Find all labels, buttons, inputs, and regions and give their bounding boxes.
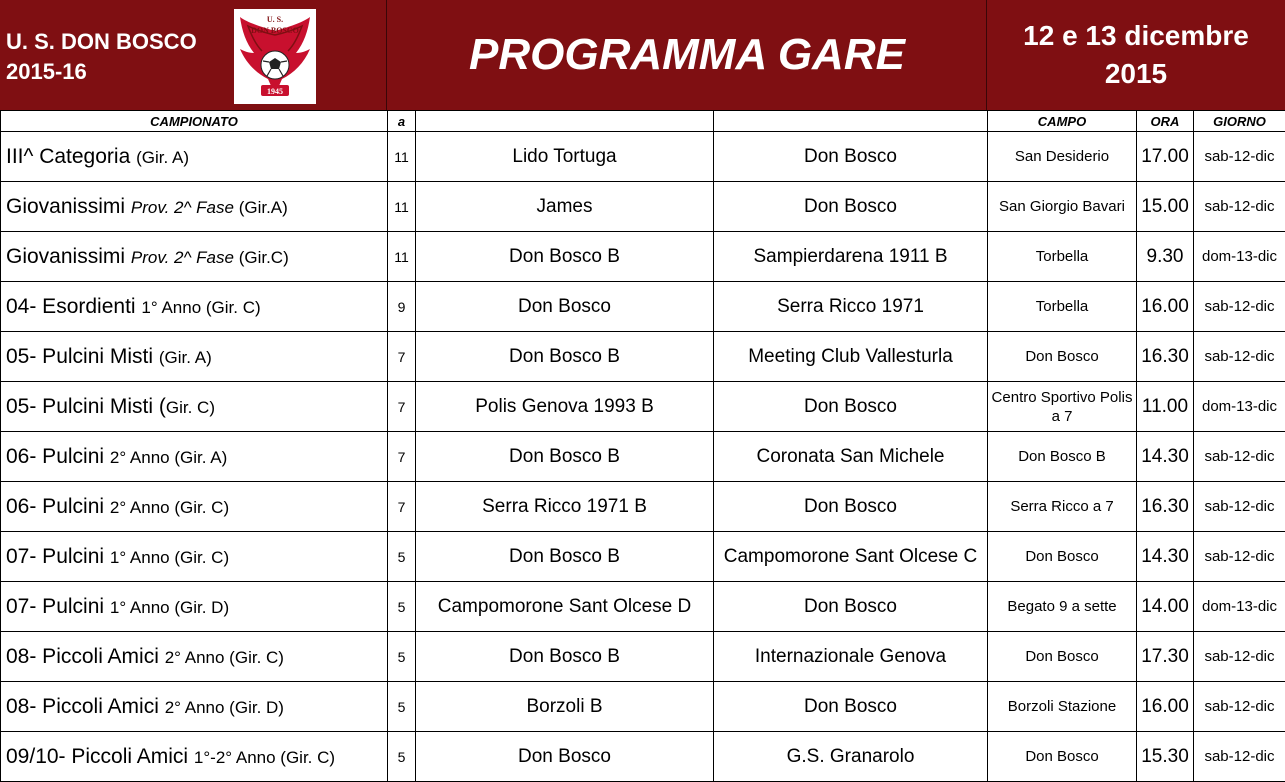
cell-campo: Torbella — [988, 282, 1137, 332]
cell-giorno: sab-12-dic — [1194, 282, 1285, 332]
campionato-main: 06- Pulcini — [6, 495, 110, 518]
cell-ora: 14.00 — [1137, 582, 1194, 632]
col-giorno: GIORNO — [1194, 111, 1285, 132]
logo-text-year: 1945 — [267, 87, 283, 96]
cell-campionato — [1, 482, 388, 532]
campionato-main: 06- Pulcini — [6, 445, 110, 468]
campionato-group: 2° Anno (Gir. C) — [165, 648, 284, 667]
header-band — [0, 0, 1285, 110]
cell-giorno: dom-13-dic — [1194, 232, 1285, 282]
cell-campo: San Desiderio — [988, 132, 1137, 182]
cell-away-team: Serra Ricco 1971 — [714, 282, 988, 332]
cell-ora: 17.30 — [1137, 632, 1194, 682]
table-row — [1, 382, 1285, 432]
table-row — [1, 682, 1285, 732]
cell-a: 7 — [388, 482, 416, 532]
cell-campionato — [1, 632, 388, 682]
date-line2: 2015 — [987, 55, 1285, 93]
date-line1: 12 e 13 dicembre — [987, 17, 1285, 55]
cell-ora: 14.30 — [1137, 532, 1194, 582]
logo-text-us: U. S. — [267, 15, 283, 24]
club-name-line1: U. S. DON BOSCO — [6, 27, 197, 57]
campionato-group: 1° Anno (Gir. C) — [141, 298, 260, 317]
col-away — [714, 111, 988, 132]
cell-away-team: Don Bosco — [714, 582, 988, 632]
cell-ora: 16.30 — [1137, 482, 1194, 532]
campionato-main: 05- Pulcini Misti — [6, 345, 159, 368]
cell-a: 5 — [388, 682, 416, 732]
campionato-group: (Gir.C) — [239, 248, 289, 267]
cell-a: 7 — [388, 432, 416, 482]
cell-away-team: Meeting Club Vallesturla — [714, 332, 988, 382]
table-row — [1, 282, 1285, 332]
cell-a: 7 — [388, 382, 416, 432]
cell-home-team: James — [416, 182, 714, 232]
cell-ora: 15.00 — [1137, 182, 1194, 232]
campionato-group: (Gir. A) — [136, 148, 189, 167]
campionato-main: Giovanissimi — [6, 195, 131, 218]
campionato-group: 2° Anno (Gir. C) — [110, 498, 229, 517]
cell-campo: Don Bosco — [988, 332, 1137, 382]
campionato-group: (Gir.A) — [239, 198, 288, 217]
campionato-main: 07- Pulcini — [6, 595, 110, 618]
cell-home-team: Don Bosco — [416, 282, 714, 332]
col-a: a — [388, 111, 416, 132]
cell-away-team: Internazionale Genova — [714, 632, 988, 682]
table-row — [1, 732, 1285, 782]
cell-campionato — [1, 332, 388, 382]
club-name — [6, 27, 197, 87]
cell-campo: Don Bosco B — [988, 432, 1137, 482]
cell-campo: Don Bosco — [988, 532, 1137, 582]
table-row — [1, 182, 1285, 232]
cell-a: 11 — [388, 232, 416, 282]
cell-home-team: Serra Ricco 1971 B — [416, 482, 714, 532]
campionato-group: 1° Anno (Gir. D) — [110, 598, 229, 617]
cell-home-team: Don Bosco B — [416, 432, 714, 482]
campionato-group: Gir. C) — [166, 398, 215, 417]
cell-a: 11 — [388, 182, 416, 232]
cell-giorno: sab-12-dic — [1194, 682, 1285, 732]
table-row — [1, 132, 1285, 182]
table-row — [1, 232, 1285, 282]
club-cell — [0, 0, 387, 110]
cell-giorno: sab-12-dic — [1194, 432, 1285, 482]
campionato-main: 07- Pulcini — [6, 545, 110, 568]
cell-away-team: Don Bosco — [714, 682, 988, 732]
cell-away-team: G.S. Granarolo — [714, 732, 988, 782]
logo-text-club: DON BOSCO — [251, 26, 299, 35]
cell-campo: Borzoli Stazione — [988, 682, 1137, 732]
cell-ora: 17.00 — [1137, 132, 1194, 182]
cell-a: 5 — [388, 582, 416, 632]
cell-home-team: Don Bosco B — [416, 632, 714, 682]
cell-home-team: Don Bosco B — [416, 232, 714, 282]
cell-giorno: sab-12-dic — [1194, 332, 1285, 382]
cell-campo: Don Bosco — [988, 732, 1137, 782]
table-row — [1, 432, 1285, 482]
cell-ora: 9.30 — [1137, 232, 1194, 282]
col-ora: ORA — [1137, 111, 1194, 132]
cell-campionato — [1, 532, 388, 582]
campionato-group: 2° Anno (Gir. D) — [165, 698, 284, 717]
cell-a: 11 — [388, 132, 416, 182]
campionato-main: 04- Esordienti — [6, 295, 141, 318]
cell-campionato — [1, 682, 388, 732]
campionato-group: 1°-2° Anno (Gir. C) — [194, 748, 335, 767]
table-row — [1, 482, 1285, 532]
cell-campionato — [1, 182, 388, 232]
club-logo — [234, 9, 316, 104]
cell-campionato — [1, 432, 388, 482]
matches-body — [1, 132, 1285, 782]
cell-away-team: Campomorone Sant Olcese C — [714, 532, 988, 582]
cell-a: 5 — [388, 732, 416, 782]
cell-home-team: Campomorone Sant Olcese D — [416, 582, 714, 632]
cell-home-team: Lido Tortuga — [416, 132, 714, 182]
cell-a: 5 — [388, 532, 416, 582]
cell-ora: 16.30 — [1137, 332, 1194, 382]
cell-ora: 15.30 — [1137, 732, 1194, 782]
cell-ora: 16.00 — [1137, 682, 1194, 732]
cell-campo: Don Bosco — [988, 632, 1137, 682]
cell-giorno: sab-12-dic — [1194, 482, 1285, 532]
campionato-main: Giovanissimi — [6, 245, 131, 268]
cell-a: 5 — [388, 632, 416, 682]
page-title: PROGRAMMA GARE — [387, 30, 987, 80]
cell-home-team: Borzoli B — [416, 682, 714, 732]
cell-campionato — [1, 132, 388, 182]
campionato-main: 09/10- Piccoli Amici — [6, 745, 194, 768]
cell-home-team: Don Bosco B — [416, 532, 714, 582]
cell-giorno: sab-12-dic — [1194, 132, 1285, 182]
campionato-main: III^ Categoria — [6, 145, 136, 168]
table-row — [1, 582, 1285, 632]
cell-a: 7 — [388, 332, 416, 382]
cell-giorno: sab-12-dic — [1194, 732, 1285, 782]
cell-giorno: dom-13-dic — [1194, 382, 1285, 432]
cell-away-team: Don Bosco — [714, 382, 988, 432]
cell-away-team: Sampierdarena 1911 B — [714, 232, 988, 282]
cell-giorno: dom-13-dic — [1194, 582, 1285, 632]
table-row — [1, 632, 1285, 682]
club-logo-crest — [234, 9, 316, 104]
cell-campo: Torbella — [988, 232, 1137, 282]
cell-campo: Serra Ricco a 7 — [988, 482, 1137, 532]
cell-home-team: Don Bosco — [416, 732, 714, 782]
col-campionato: CAMPIONATO — [1, 111, 388, 132]
cell-away-team: Don Bosco — [714, 482, 988, 532]
col-home — [416, 111, 714, 132]
table-row — [1, 332, 1285, 382]
date-cell — [987, 0, 1285, 110]
cell-away-team: Don Bosco — [714, 132, 988, 182]
cell-home-team: Polis Genova 1993 B — [416, 382, 714, 432]
matches-table — [0, 110, 1285, 782]
campionato-main: 08- Piccoli Amici — [6, 645, 165, 668]
col-campo: CAMPO — [988, 111, 1137, 132]
cell-campionato — [1, 582, 388, 632]
campionato-main: 05- Pulcini Misti ( — [6, 395, 166, 418]
campionato-group: 2° Anno (Gir. A) — [110, 448, 227, 467]
cell-giorno: sab-12-dic — [1194, 632, 1285, 682]
club-season: 2015-16 — [6, 57, 197, 87]
cell-campionato — [1, 282, 388, 332]
cell-campo: Centro Sportivo Polis a 7 — [988, 382, 1137, 432]
campionato-phase: Prov. 2^ Fase — [131, 248, 239, 267]
table-row — [1, 532, 1285, 582]
cell-campionato — [1, 732, 388, 782]
cell-away-team: Coronata San Michele — [714, 432, 988, 482]
campionato-group: (Gir. A) — [159, 348, 212, 367]
cell-away-team: Don Bosco — [714, 182, 988, 232]
title-cell — [387, 0, 987, 110]
cell-giorno: sab-12-dic — [1194, 182, 1285, 232]
cell-campo: San Giorgio Bavari — [988, 182, 1137, 232]
campionato-group: 1° Anno (Gir. C) — [110, 548, 229, 567]
cell-a: 9 — [388, 282, 416, 332]
cell-ora: 16.00 — [1137, 282, 1194, 332]
campionato-phase: Prov. 2^ Fase — [131, 198, 239, 217]
column-header-row — [1, 111, 1285, 132]
cell-ora: 14.30 — [1137, 432, 1194, 482]
cell-ora: 11.00 — [1137, 382, 1194, 432]
cell-home-team: Don Bosco B — [416, 332, 714, 382]
schedule-date — [987, 17, 1285, 93]
cell-campo: Begato 9 a sette — [988, 582, 1137, 632]
cell-campionato — [1, 382, 388, 432]
cell-campionato — [1, 232, 388, 282]
cell-giorno: sab-12-dic — [1194, 532, 1285, 582]
campionato-main: 08- Piccoli Amici — [6, 695, 165, 718]
